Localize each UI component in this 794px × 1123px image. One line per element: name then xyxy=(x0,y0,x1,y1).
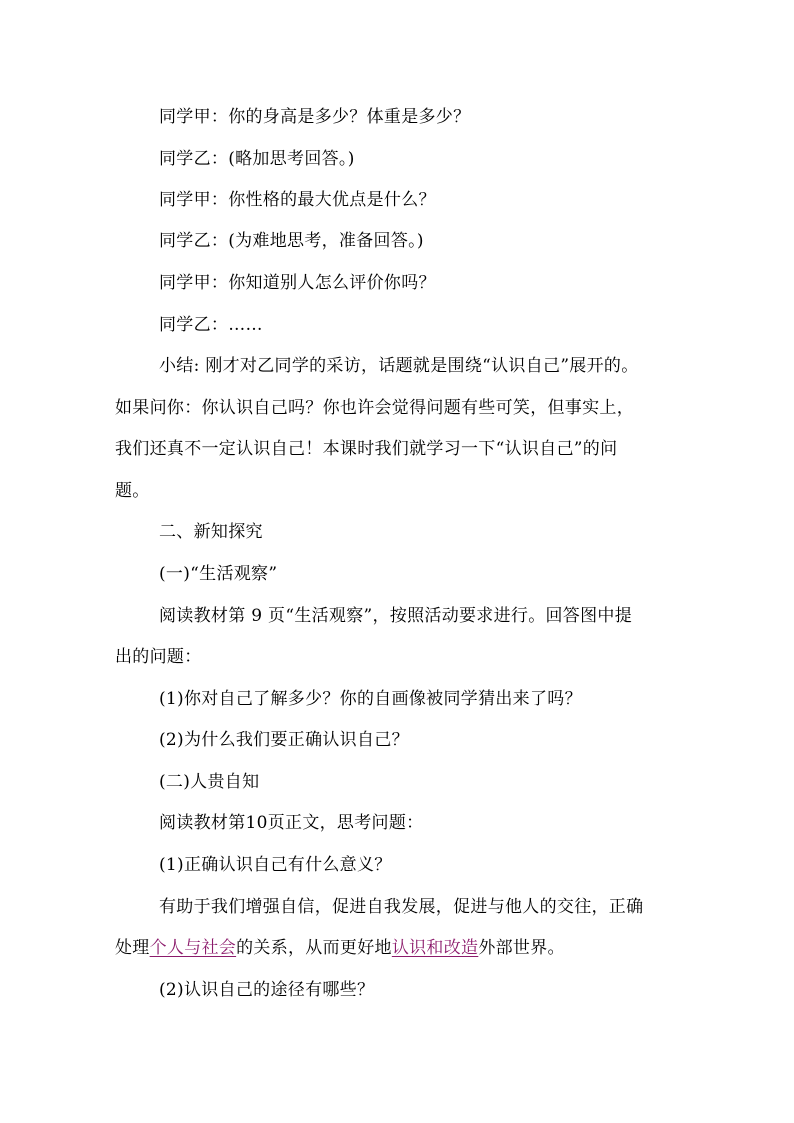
dialogue-line-2: 同学乙：(略加思考回答。) xyxy=(159,149,355,169)
answer-suffix: 外部世界。 xyxy=(478,938,565,958)
answer-line-2 xyxy=(115,937,565,959)
answer-line-1: 有助于我们增强自信，促进自我发展，促进与他人的交往，正确 xyxy=(159,897,644,917)
reading-instruction-line-2: 出的问题： xyxy=(115,647,202,667)
summary-line-4: 题。 xyxy=(115,481,150,501)
question-2: (2)为什么我们要正确认识自己？ xyxy=(159,730,409,750)
dialogue-line-1: 同学甲：你的身高是多少？体重是多少？ xyxy=(159,107,471,127)
question-1: (1)你对自己了解多少？你的自画像被同学猜出来了吗？ xyxy=(159,689,582,709)
subsection-heading-1: (一)“生活观察” xyxy=(159,564,278,584)
question-3: (1)正确认识自己有什么意义？ xyxy=(159,855,392,875)
answer-middle: 的关系，从而更好地 xyxy=(236,938,392,958)
question-4: (2)认识自己的途径有哪些？ xyxy=(159,980,375,1000)
reading-instruction-2: 阅读教材第10页正文，思考问题： xyxy=(159,813,424,833)
dialogue-line-6: 同学乙：…… xyxy=(159,315,263,335)
dialogue-line-3: 同学甲：你性格的最大优点是什么？ xyxy=(159,190,436,210)
section-heading: 二、新知探究 xyxy=(159,522,263,542)
link-individual-and-society[interactable]: 个人与社会 xyxy=(149,938,237,958)
reading-instruction-line-1: 阅读教材第 9 页“生活观察”，按照活动要求进行。回答图中提 xyxy=(159,606,633,626)
answer-prefix: 处理 xyxy=(115,938,150,958)
summary-line-3: 我们还真不一定认识自己！本课时我们就学习一下“认识自己”的问 xyxy=(115,439,618,459)
link-understand-and-transform[interactable]: 认识和改造 xyxy=(391,938,479,958)
summary-line-1: 小结: 刚才对乙同学的采访，话题就是围绕“认识自己”展开的。 xyxy=(159,356,639,376)
summary-line-2: 如果问你：你认识自己吗？你也许会觉得问题有些可笑，但事实上， xyxy=(115,398,634,418)
dialogue-line-5: 同学甲：你知道别人怎么评价你吗？ xyxy=(159,273,436,293)
dialogue-line-4: 同学乙：(为难地思考，准备回答。) xyxy=(159,231,424,251)
subsection-heading-2: (二)人贵自知 xyxy=(159,772,260,792)
